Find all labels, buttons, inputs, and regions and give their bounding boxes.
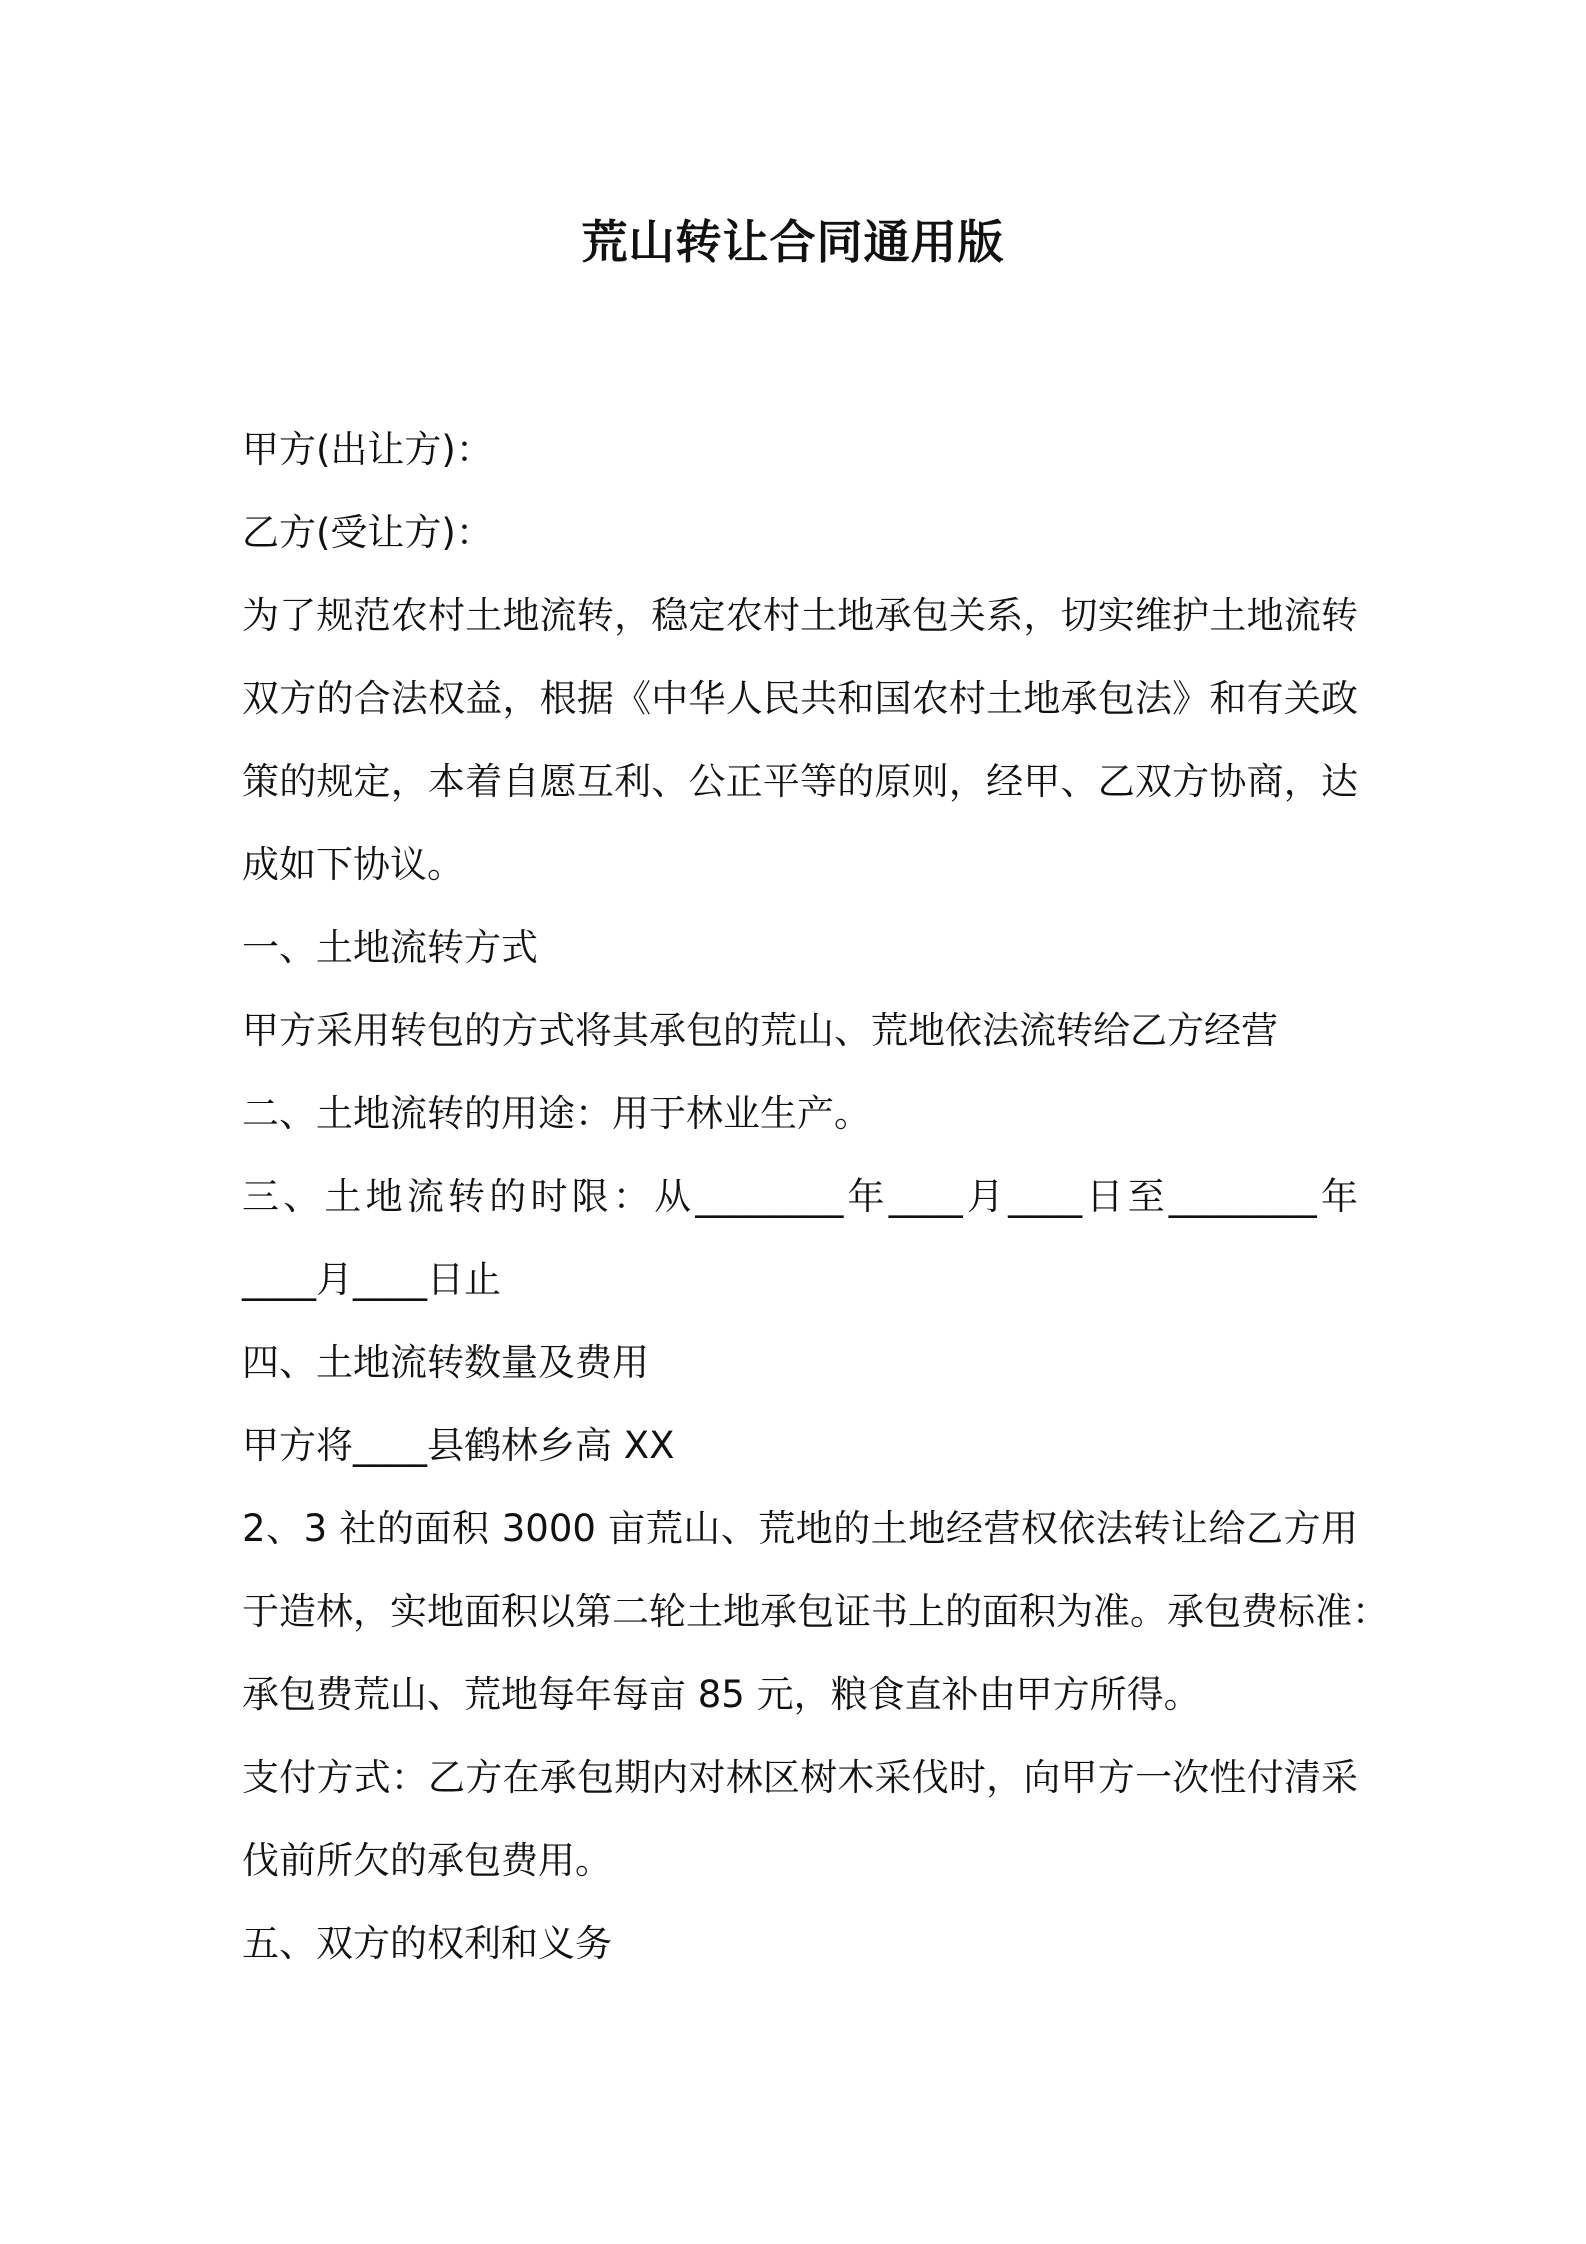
- payment-line-2: 伐前所欠的承包费用。: [242, 1839, 612, 1882]
- party-a-line: 甲方(出让方)：: [242, 428, 493, 471]
- section-1-text: 甲方采用转包的方式将其承包的荒山、荒地依法流转给乙方经营: [242, 1009, 1278, 1052]
- section-1-heading: 一、土地流转方式: [242, 926, 538, 969]
- party-b-line: 乙方(受让方)：: [242, 511, 493, 554]
- preamble-line-3: 策的规定，本着自愿互利、公正平等的原则，经甲、乙双方协商，达: [242, 760, 1358, 803]
- section-4-line-1: 甲方将____县鹤林乡高 XX: [242, 1424, 675, 1467]
- section-4-line-4: 承包费荒山、荒地每年每亩 85 元，粮食直补由甲方所得。: [242, 1673, 1201, 1716]
- document-title: 荒山转让合同通用版: [581, 215, 1005, 269]
- section-2-text: 二、土地流转的用途：用于林业生产。: [242, 1092, 871, 1135]
- preamble-line-1: 为了规范农村土地流转，稳定农村土地承包关系，切实维护土地流转: [242, 594, 1358, 637]
- section-4-line-2: 2、3 社的面积 3000 亩荒山、荒地的土地经营权依法转让给乙方用: [242, 1507, 1358, 1550]
- section-3-line-1: 三、土地流转的时限：从________年____月____日至________年: [242, 1175, 1358, 1218]
- section-3-line-2: ____月____日止: [242, 1258, 501, 1301]
- preamble-line-4: 成如下协议。: [242, 843, 464, 886]
- section-4-line-3: 于造林，实地面积以第二轮土地承包证书上的面积为准。承包费标准：: [242, 1590, 1389, 1633]
- preamble-line-2: 双方的合法权益，根据《中华人民共和国农村土地承包法》和有关政: [242, 677, 1358, 720]
- document-body: [242, 408, 1389, 1985]
- payment-line-1: 支付方式：乙方在承包期内对林区树木采伐时，向甲方一次性付清采: [242, 1756, 1358, 1799]
- section-5-heading: 五、双方的权利和义务: [242, 1922, 612, 1965]
- section-4-heading: 四、土地流转数量及费用: [242, 1341, 649, 1384]
